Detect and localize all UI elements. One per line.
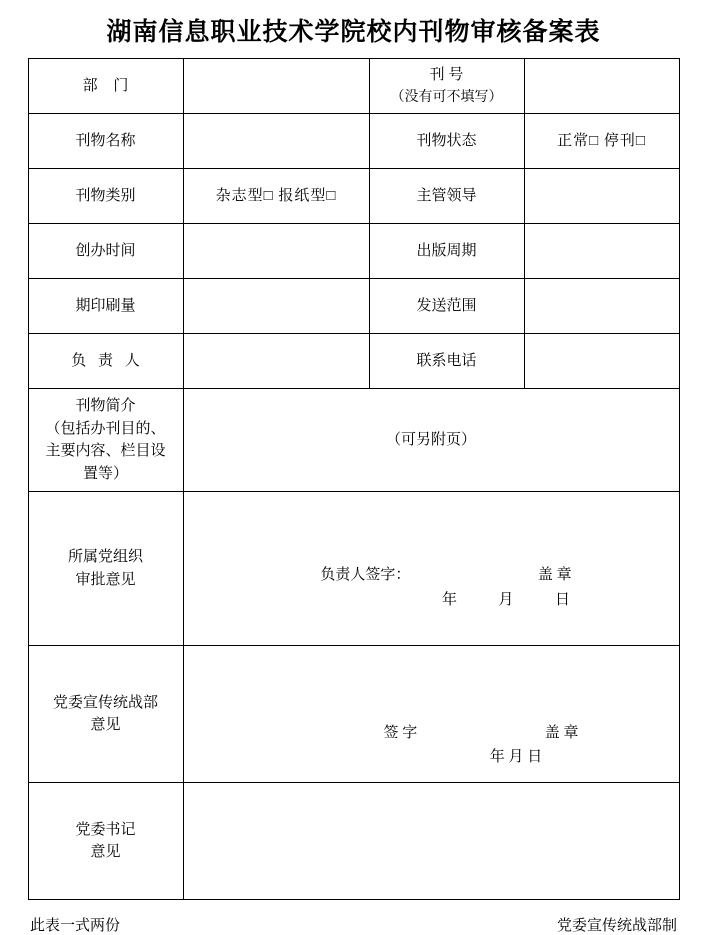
field-contact-phone[interactable] [524, 334, 679, 389]
label-journal-intro-line2: （包括办刊目的、 [45, 420, 166, 437]
label-distribution-scope: 发送范围 [369, 279, 524, 334]
registration-form-table [28, 58, 680, 900]
propaganda-signature-label: 签 字 [383, 724, 418, 741]
label-party-org-opinion [28, 492, 183, 646]
table-row [28, 334, 679, 389]
page-title: 湖南信息职业技术学院校内刊物审核备案表 [106, 19, 601, 46]
label-journal-number-line1: 刊 号 [429, 67, 464, 84]
party-org-sign-area [190, 564, 673, 611]
field-department[interactable] [183, 59, 369, 114]
field-print-run[interactable] [183, 279, 369, 334]
table-row-secretary [28, 783, 679, 900]
party-org-signature-row [190, 564, 673, 587]
field-journal-status[interactable]: 正常□ 停刊□ [524, 114, 679, 169]
table-row [28, 169, 679, 224]
table-row [28, 59, 679, 114]
propaganda-date-year: 年 [489, 749, 505, 765]
label-propaganda-line2: 意见 [90, 717, 121, 733]
label-journal-intro [28, 389, 183, 492]
label-journal-number-line2: （没有可不填写） [390, 89, 503, 105]
field-founding-date[interactable] [183, 224, 369, 279]
label-print-run: 期印刷量 [28, 279, 183, 334]
propaganda-date-row [190, 746, 673, 769]
table-row-intro [28, 389, 679, 492]
label-secretary-line2: 意见 [90, 844, 121, 860]
label-journal-intro-line1: 刊物简介 [75, 398, 136, 414]
journal-intro-hint: （可另附页） [385, 431, 476, 448]
field-person-in-charge[interactable] [183, 334, 369, 389]
label-founding-date: 创办时间 [28, 224, 183, 279]
label-propaganda-opinion [28, 646, 183, 783]
label-supervising-leader: 主管领导 [369, 169, 524, 224]
label-secretary-opinion [28, 783, 183, 900]
table-row-party-org [28, 492, 679, 646]
label-journal-category: 刊物类别 [28, 169, 183, 224]
label-propaganda-line1: 党委宣传统战部 [52, 694, 158, 711]
footer-left-note: 此表一式两份 [30, 918, 121, 934]
party-org-date-day: 日 [555, 591, 571, 608]
label-party-org-line2: 审批意见 [75, 571, 136, 588]
field-propaganda-opinion[interactable] [183, 646, 679, 783]
label-party-org-line1: 所属党组织 [67, 549, 143, 565]
label-contact-phone: 联系电话 [369, 334, 524, 389]
label-secretary-line1: 党委书记 [75, 821, 136, 838]
label-journal-number [369, 59, 524, 114]
label-journal-status: 刊物状态 [369, 114, 524, 169]
label-journal-intro-line4: 置等） [82, 465, 128, 482]
table-row [28, 279, 679, 334]
party-org-seal-label: 盖 章 [537, 567, 572, 583]
field-journal-number[interactable] [524, 59, 679, 114]
party-org-date-year: 年 [441, 591, 457, 608]
field-journal-intro[interactable] [183, 389, 679, 492]
field-party-org-opinion[interactable] [183, 492, 679, 646]
footer [28, 914, 679, 935]
label-department: 部 门 [28, 59, 183, 114]
party-org-date-row [190, 589, 673, 612]
label-person-in-charge: 负 责 人 [28, 334, 183, 389]
propaganda-sign-area [190, 722, 673, 769]
field-distribution-scope[interactable] [524, 279, 679, 334]
party-org-date-month: 月 [498, 591, 514, 608]
field-journal-category[interactable]: 杂志型□ 报纸型□ [183, 169, 369, 224]
field-journal-name[interactable] [183, 114, 369, 169]
field-publication-cycle[interactable] [524, 224, 679, 279]
party-org-signature-label: 负责人签字： [320, 567, 411, 583]
label-journal-name: 刊物名称 [28, 114, 183, 169]
propaganda-seal-label: 盖 章 [544, 724, 579, 741]
label-publication-cycle: 出版周期 [369, 224, 524, 279]
field-supervising-leader[interactable] [524, 169, 679, 224]
propaganda-signature-row [190, 722, 673, 745]
propaganda-date-day: 日 [527, 749, 543, 765]
footer-right-note: 党委宣传统战部制 [556, 918, 677, 934]
table-row [28, 224, 679, 279]
table-row [28, 114, 679, 169]
field-secretary-opinion[interactable] [183, 783, 679, 900]
propaganda-date-month: 月 [508, 749, 524, 765]
table-row-propaganda [28, 646, 679, 783]
label-journal-intro-line3: 主要内容、栏目设 [45, 443, 166, 459]
